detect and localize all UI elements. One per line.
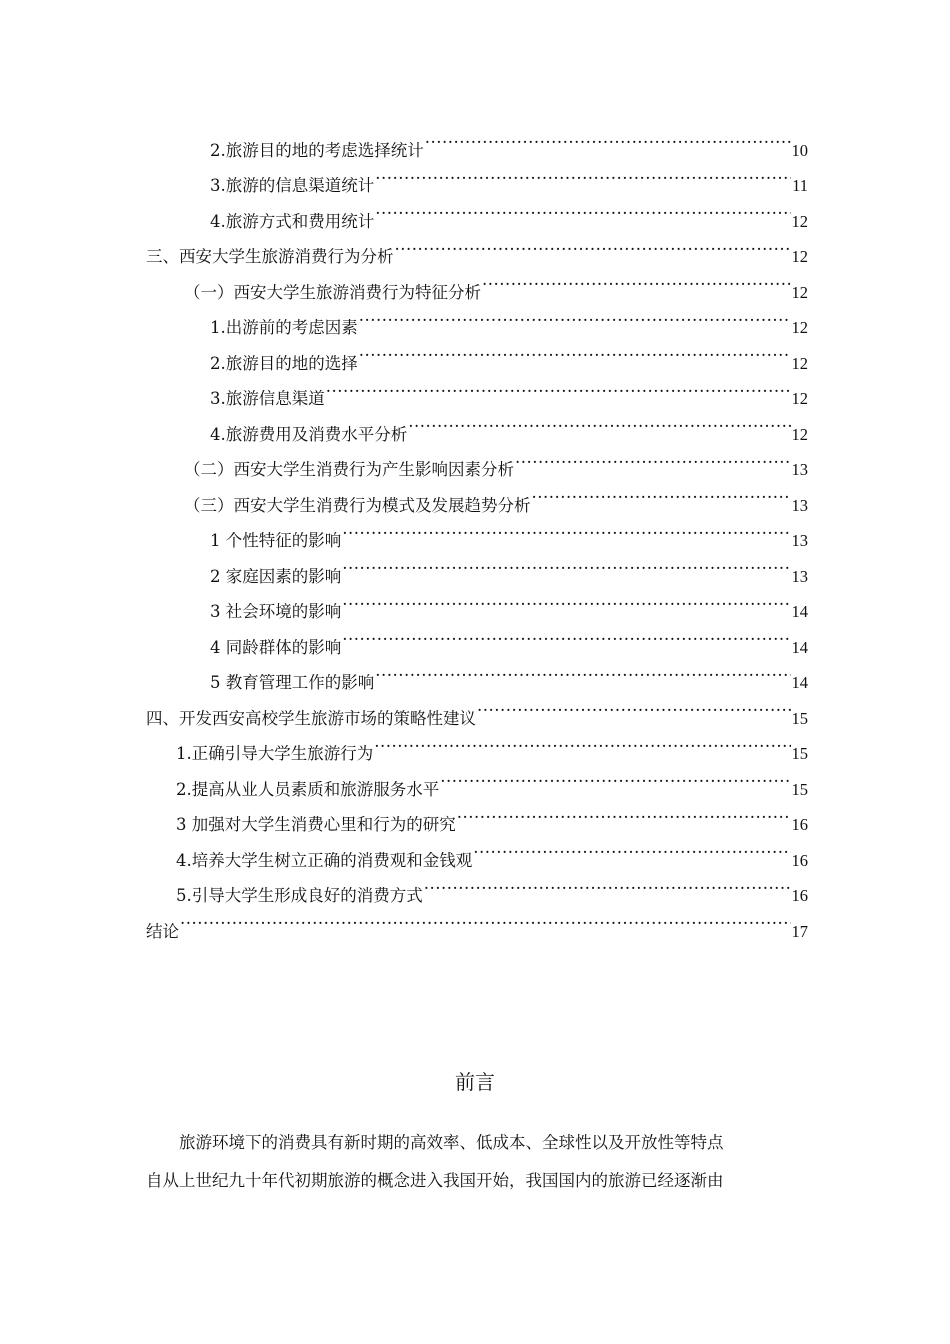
toc-entry-label: 结论 [146, 921, 179, 941]
toc-entry-page: 10 [791, 140, 808, 160]
toc-leader-dots [477, 688, 791, 724]
toc-leader-dots [375, 653, 790, 689]
toc-leader-dots [375, 156, 791, 192]
toc-entry-label: 4.旅游方式和费用统计 [210, 211, 375, 231]
body-line: 旅游环境下的消费具有新时期的高效率、低成本、全球性以及开放性等特点 [179, 1133, 724, 1152]
toc-entry-page: 16 [791, 850, 808, 870]
toc-entry-page: 13 [791, 495, 808, 515]
toc-entry-label: （三）西安大学生消费行为模式及发展趋势分析 [184, 495, 531, 515]
section-title: 前言 [455, 1070, 495, 1094]
toc-entry-page: 17 [791, 921, 808, 941]
toc-entry-label: 4.培养大学生树立正确的消费观和金钱观 [176, 850, 473, 870]
toc-leader-dots [395, 227, 791, 263]
toc-entry-label: 5 教育管理工作的影响 [210, 673, 375, 692]
body-line: 自从上世纪九十年代初期旅游的概念进入我国开始，我国国内的旅游已经逐渐由 [146, 1171, 724, 1190]
toc-entry-page: 13 [791, 460, 808, 479]
toc-leader-dots [374, 724, 790, 760]
toc-entry[interactable] [146, 120, 808, 160]
toc-entry-page: 14 [791, 602, 808, 621]
toc-entry-label: 三、西安大学生旅游消费行为分析 [146, 247, 394, 266]
toc-entry-label: 2.旅游目的地的考虑选择统计 [210, 140, 424, 160]
toc-leader-dots [180, 901, 791, 937]
toc-entry-page: 16 [791, 886, 808, 905]
toc-entry-page: 12 [791, 389, 808, 408]
toc-entry-label: （一）西安大学生旅游消费行为特征分析 [184, 282, 481, 302]
toc-leader-dots [425, 120, 791, 156]
toc-leader-dots [359, 298, 791, 334]
toc-leader-dots [375, 191, 790, 227]
toc-leader-dots [342, 582, 790, 618]
toc-leader-dots [532, 475, 791, 511]
toc-entry-page: 12 [791, 424, 808, 444]
toc-entry-label: 4.旅游费用及消费水平分析 [210, 424, 408, 444]
toc-entry-label: 四、开发西安高校学生旅游市场的策略性建议 [146, 708, 476, 728]
toc-leader-dots [326, 369, 791, 405]
toc-entry-label: 2.提高从业人员素质和旅游服务水平 [176, 779, 440, 799]
toc-leader-dots [359, 333, 791, 369]
toc-leader-dots [473, 830, 790, 866]
toc-entry-label: 1 个性特征的影响 [210, 531, 342, 550]
toc-entry-label: 1.出游前的考虑因素 [210, 318, 358, 337]
toc-entry-page: 11 [792, 176, 808, 195]
toc-entry-page: 12 [791, 247, 808, 266]
toc-entry-label: 2 家庭因素的影响 [210, 566, 342, 586]
toc-entry-label: 3.旅游的信息渠道统计 [210, 176, 375, 195]
toc-entry-label: 1.正确引导大学生旅游行为 [176, 744, 374, 763]
toc-leader-dots [440, 759, 790, 795]
toc-entry-page: 15 [791, 708, 808, 728]
toc-entry-label: 2.旅游目的地的选择 [210, 353, 358, 373]
toc-entry-label: 3 加强对大学生消费心里和行为的研究 [176, 815, 456, 834]
toc-entry-label: 3 社会环境的影响 [210, 602, 342, 621]
toc-entry-page: 12 [791, 282, 808, 302]
toc-entry-page: 13 [791, 531, 808, 550]
toc-entry-page: 15 [791, 779, 808, 799]
toc-entry-label: （二）西安大学生消费行为产生影响因素分析 [184, 460, 514, 479]
toc-entry-page: 14 [791, 637, 808, 657]
toc-leader-dots [342, 617, 790, 653]
toc-entry-label: 5.引导大学生形成良好的消费方式 [176, 886, 423, 905]
toc-entry-page: 12 [791, 353, 808, 373]
toc-leader-dots [457, 795, 791, 831]
toc-entry-page: 15 [791, 744, 808, 763]
table-of-contents [146, 120, 808, 941]
toc-leader-dots [482, 262, 791, 298]
toc-entry-label: 4 同龄群体的影响 [210, 637, 342, 657]
toc-leader-dots [342, 511, 790, 547]
toc-entry-page: 16 [791, 815, 808, 834]
toc-entry-page: 14 [791, 673, 808, 692]
body-paragraph [146, 1124, 808, 1200]
toc-entry-label: 3.旅游信息渠道 [210, 389, 325, 408]
toc-entry-page: 13 [791, 566, 808, 586]
toc-entry-page: 12 [791, 318, 808, 337]
toc-leader-dots [408, 404, 790, 440]
toc-leader-dots [424, 866, 791, 902]
toc-entry-page: 12 [791, 211, 808, 231]
toc-leader-dots [515, 440, 791, 476]
toc-leader-dots [342, 546, 790, 582]
toc-entry[interactable] [146, 901, 808, 941]
